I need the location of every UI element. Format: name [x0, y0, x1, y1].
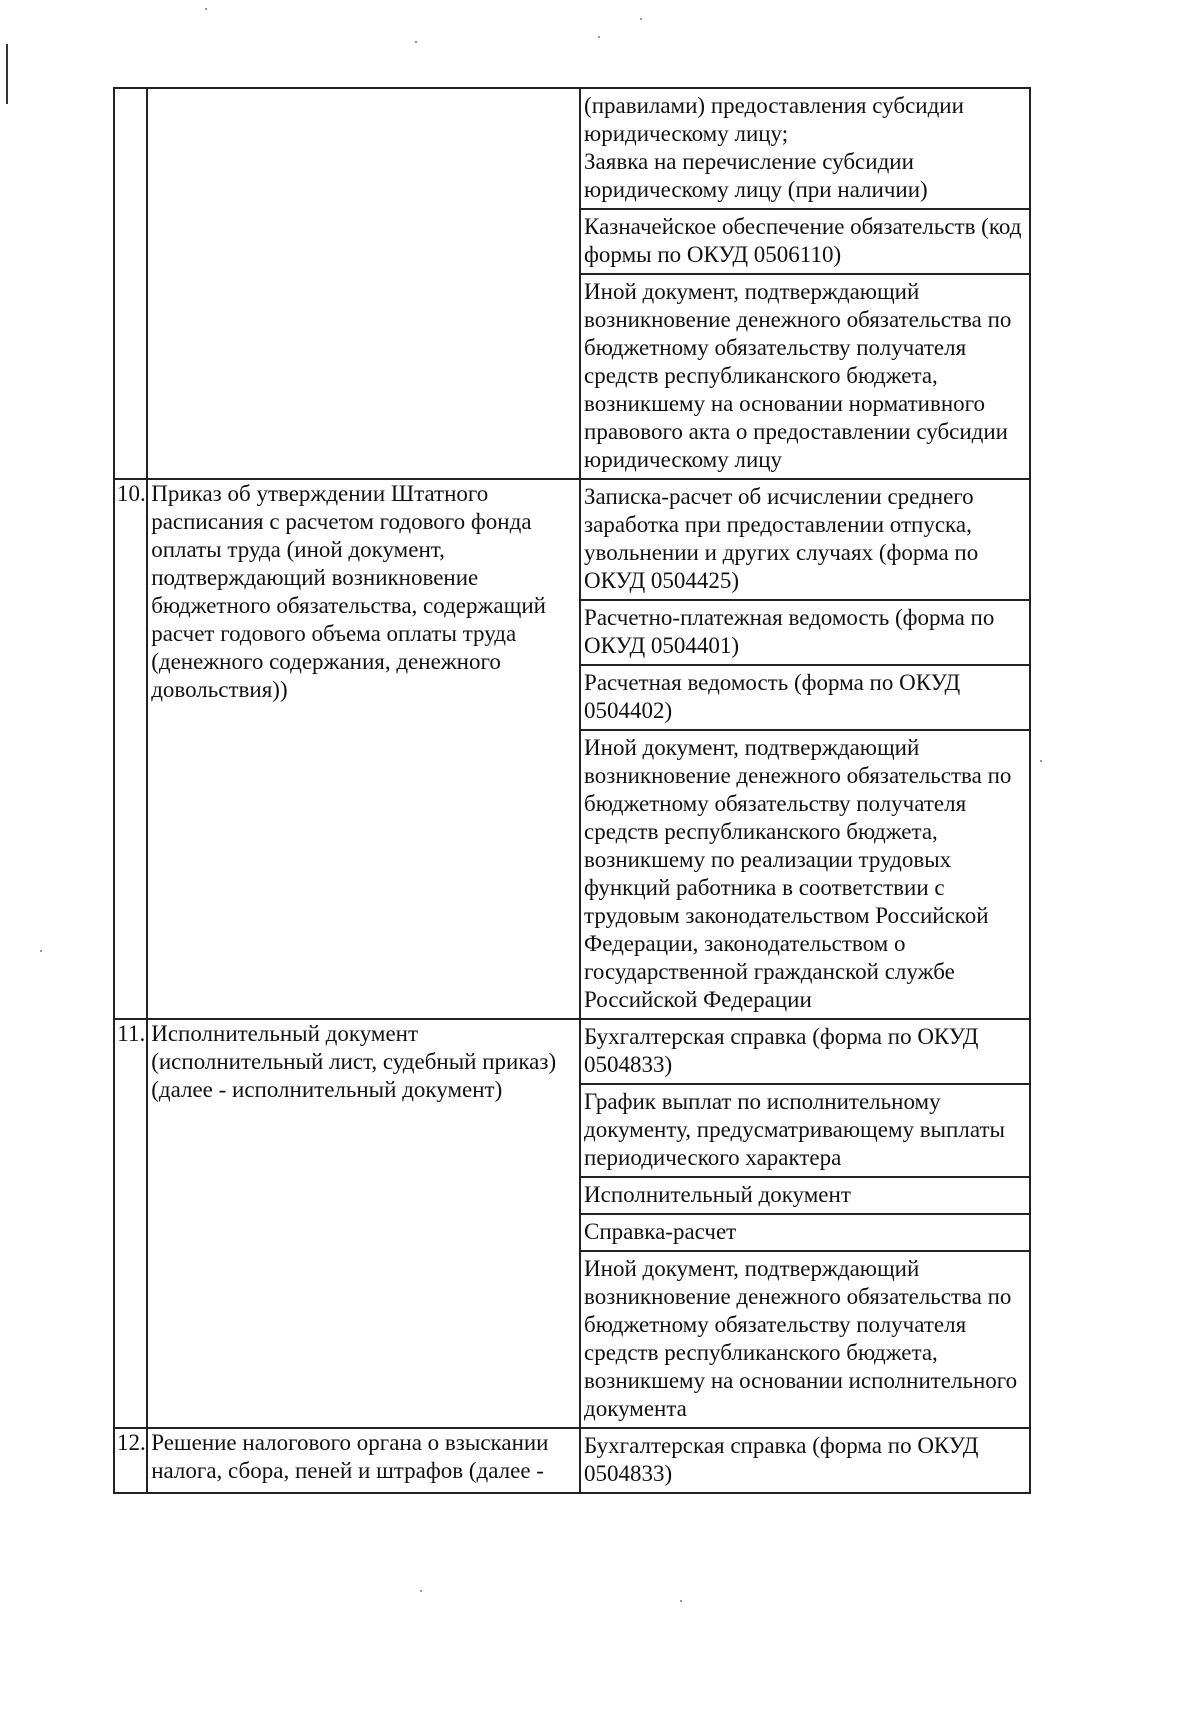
scan-speck	[1040, 760, 1042, 762]
basis-document-cell: Исполнительный документ (исполнительный лист, судебный приказ) (далее - исполнительный документ)	[147, 1019, 580, 1428]
basis-document-cell	[147, 88, 580, 479]
scan-speck	[640, 18, 642, 20]
basis-document-cell: Решение налогового органа о взыскании налога, сбора, пеней и штрафов (далее -	[147, 1428, 580, 1493]
confirming-document-cell: Справка-расчет	[580, 1214, 1030, 1251]
confirming-document-cell: Расчетно-платежная ведомость (форма по ОКУД 0504401)	[580, 600, 1030, 665]
scan-edge-mark	[6, 44, 8, 104]
document-table	[113, 87, 1031, 1494]
confirming-document-cell: График выплат по исполнительному документу, предусматривающему выплаты периодического характера	[580, 1084, 1030, 1177]
table-row	[114, 479, 1030, 600]
row-number: 12.	[114, 1428, 147, 1493]
table-row	[114, 1428, 1030, 1493]
confirming-document-cell: Казначейское обеспечение обязательств (код формы по ОКУД 0506110)	[580, 209, 1030, 274]
confirming-document-cell: (правилами) предоставления субсидии юридическому лицу; Заявка на перечисление субсидии юридическому лицу (при наличии)	[580, 88, 1030, 209]
confirming-document-cell: Бухгалтерская справка (форма по ОКУД 0504833)	[580, 1428, 1030, 1493]
confirming-document-cell: Записка-расчет об исчислении среднего заработка при предоставлении отпуска, увольнении и других случаях (форма по ОКУД 0504425)	[580, 479, 1030, 600]
table-body	[114, 88, 1030, 1493]
confirming-document-cell: Исполнительный документ	[580, 1177, 1030, 1214]
confirming-document-cell: Иной документ, подтверждающий возникновение денежного обязательства по бюджетному обязательству получателя средств республиканского бюджета, возникшему по реализации трудовых функций работника в соответствии с трудовым законодательством Российской Федерации, законодательством о государственной гражданской службе Российской Федерации	[580, 730, 1030, 1019]
confirming-document-cell: Иной документ, подтверждающий возникновение денежного обязательства по бюджетному обязательству получателя средств республиканского бюджета, возникшему на основании исполнительного документа	[580, 1251, 1030, 1428]
table-row	[114, 1019, 1030, 1084]
row-number: 10.	[114, 479, 147, 1019]
confirming-document-cell: Иной документ, подтверждающий возникновение денежного обязательства по бюджетному обязательству получателя средств республиканского бюджета, возникшему на основании нормативного правового акта о предоставлении субсидии юридическому лицу	[580, 274, 1030, 479]
scan-speck	[205, 8, 207, 10]
confirming-document-cell: Бухгалтерская справка (форма по ОКУД 0504833)	[580, 1019, 1030, 1084]
scan-speck	[415, 41, 417, 43]
scan-speck	[420, 1590, 422, 1592]
confirming-document-cell: Расчетная ведомость (форма по ОКУД 0504402)	[580, 665, 1030, 730]
scan-speck	[598, 36, 600, 38]
row-number: 11.	[114, 1019, 147, 1428]
row-number	[114, 88, 147, 479]
scan-speck	[680, 1600, 682, 1602]
basis-document-cell: Приказ об утверждении Штатного расписания с расчетом годового фонда оплаты труда (иной документ, подтверждающий возникновение бюджетного обязательства, содержащий расчет годового объема оплаты труда (денежного содержания, денежного довольствия))	[147, 479, 580, 1019]
scan-speck	[40, 950, 42, 952]
table-row	[114, 88, 1030, 209]
